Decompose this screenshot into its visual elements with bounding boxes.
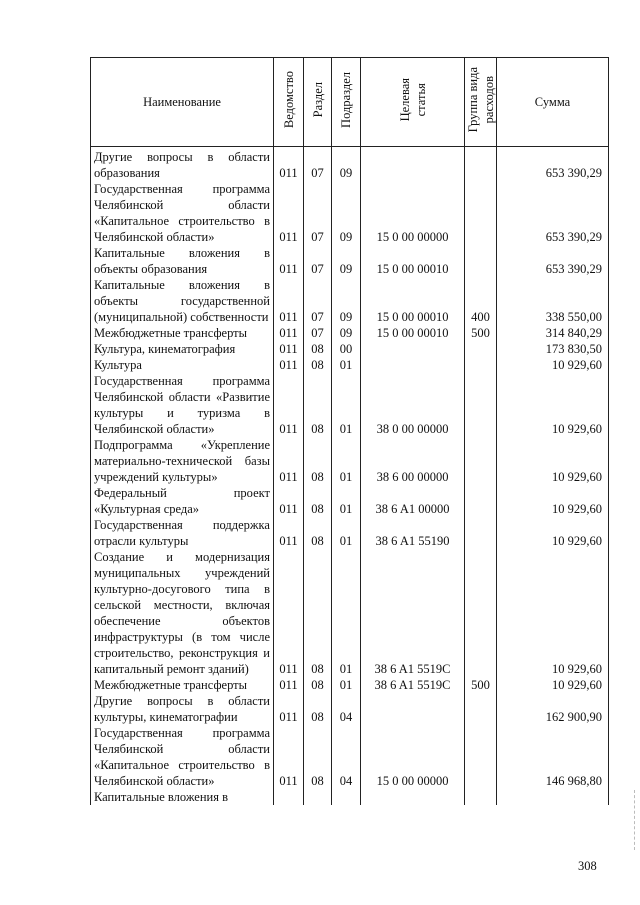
row-gruppa bbox=[465, 357, 497, 373]
row-razdel: 07 bbox=[304, 277, 332, 325]
row-gruppa bbox=[465, 789, 497, 805]
row-razdel: 08 bbox=[304, 373, 332, 437]
row-razdel: 08 bbox=[304, 549, 332, 677]
row-gruppa bbox=[465, 725, 497, 789]
row-podrazdel: 09 bbox=[332, 147, 361, 182]
table-row bbox=[91, 725, 609, 789]
row-vedomstvo bbox=[274, 789, 304, 805]
row-podrazdel bbox=[332, 789, 361, 805]
row-gruppa bbox=[465, 437, 497, 485]
row-name: Капитальные вложения в объекты государственной (муниципальной) собственности bbox=[91, 277, 274, 325]
row-vedomstvo: 011 bbox=[274, 357, 304, 373]
row-celevaya: 38 6 A1 00000 bbox=[361, 485, 465, 517]
row-name: Культура, кинематография bbox=[91, 341, 274, 357]
row-summa: 314 840,29 bbox=[497, 325, 609, 341]
row-gruppa bbox=[465, 693, 497, 725]
table-row bbox=[91, 181, 609, 245]
row-podrazdel: 01 bbox=[332, 485, 361, 517]
row-podrazdel: 01 bbox=[332, 437, 361, 485]
row-podrazdel: 09 bbox=[332, 277, 361, 325]
row-vedomstvo: 011 bbox=[274, 485, 304, 517]
margin-mark bbox=[634, 790, 636, 850]
row-name: Капитальные вложения в объекты образования bbox=[91, 245, 274, 277]
row-vedomstvo: 011 bbox=[274, 181, 304, 245]
row-celevaya: 38 6 A1 55190 bbox=[361, 517, 465, 549]
header-podrazdel bbox=[332, 58, 361, 147]
row-razdel: 08 bbox=[304, 485, 332, 517]
table-row bbox=[91, 357, 609, 373]
row-name: Государственная программа Челябинской области «Развитие культуры и туризма в Челябинской области» bbox=[91, 373, 274, 437]
row-vedomstvo: 011 bbox=[274, 245, 304, 277]
table-row bbox=[91, 693, 609, 725]
row-summa: 338 550,00 bbox=[497, 277, 609, 325]
header-razdel bbox=[304, 58, 332, 147]
row-celevaya bbox=[361, 693, 465, 725]
row-gruppa bbox=[465, 181, 497, 245]
row-summa: 10 929,60 bbox=[497, 677, 609, 693]
row-podrazdel: 01 bbox=[332, 373, 361, 437]
row-summa: 10 929,60 bbox=[497, 549, 609, 677]
table-body bbox=[91, 147, 609, 806]
row-summa: 162 900,90 bbox=[497, 693, 609, 725]
row-summa: 653 390,29 bbox=[497, 245, 609, 277]
row-name: Государственная программа Челябинской области «Капитальное строительство в Челябинской области» bbox=[91, 725, 274, 789]
row-razdel: 08 bbox=[304, 357, 332, 373]
row-vedomstvo: 011 bbox=[274, 549, 304, 677]
header-vedomstvo-label: Ведомство bbox=[281, 71, 296, 129]
header-celevaya bbox=[361, 58, 465, 147]
row-celevaya: 15 0 00 00010 bbox=[361, 277, 465, 325]
row-vedomstvo: 011 bbox=[274, 325, 304, 341]
row-vedomstvo: 011 bbox=[274, 437, 304, 485]
table-row bbox=[91, 517, 609, 549]
row-podrazdel: 04 bbox=[332, 693, 361, 725]
row-celevaya: 15 0 00 00000 bbox=[361, 725, 465, 789]
row-gruppa bbox=[465, 517, 497, 549]
table-header-row bbox=[91, 58, 609, 147]
row-name: Культура bbox=[91, 357, 274, 373]
row-celevaya: 38 0 00 00000 bbox=[361, 373, 465, 437]
row-podrazdel: 04 bbox=[332, 725, 361, 789]
table-row bbox=[91, 789, 609, 805]
table-row bbox=[91, 373, 609, 437]
row-razdel bbox=[304, 789, 332, 805]
header-summa: Сумма bbox=[497, 58, 609, 147]
row-vedomstvo: 011 bbox=[274, 373, 304, 437]
header-vedomstvo bbox=[274, 58, 304, 147]
row-name: Подпрограмма «Укрепление материально-технической базы учреждений культуры» bbox=[91, 437, 274, 485]
row-razdel: 08 bbox=[304, 693, 332, 725]
row-celevaya: 15 0 00 00010 bbox=[361, 245, 465, 277]
row-celevaya bbox=[361, 357, 465, 373]
row-summa: 10 929,60 bbox=[497, 485, 609, 517]
row-celevaya: 15 0 00 00010 bbox=[361, 325, 465, 341]
table-row bbox=[91, 437, 609, 485]
row-vedomstvo: 011 bbox=[274, 147, 304, 182]
row-razdel: 08 bbox=[304, 517, 332, 549]
page-number: 308 bbox=[578, 859, 597, 873]
row-summa: 10 929,60 bbox=[497, 357, 609, 373]
row-summa bbox=[497, 789, 609, 805]
row-celevaya: 38 6 A1 5519C bbox=[361, 549, 465, 677]
row-celevaya bbox=[361, 147, 465, 182]
row-razdel: 08 bbox=[304, 437, 332, 485]
table-row bbox=[91, 147, 609, 182]
row-razdel: 08 bbox=[304, 725, 332, 789]
header-name: Наименование bbox=[91, 58, 274, 147]
header-gruppa bbox=[465, 58, 497, 147]
row-name: Государственная программа Челябинской области «Капитальное строительство в Челябинской области» bbox=[91, 181, 274, 245]
row-gruppa bbox=[465, 549, 497, 677]
table-row bbox=[91, 485, 609, 517]
budget-table bbox=[90, 57, 609, 805]
row-vedomstvo: 011 bbox=[274, 693, 304, 725]
row-vedomstvo: 011 bbox=[274, 517, 304, 549]
table-row bbox=[91, 677, 609, 693]
row-name: Межбюджетные трансферты bbox=[91, 677, 274, 693]
row-podrazdel: 00 bbox=[332, 341, 361, 357]
row-celevaya bbox=[361, 789, 465, 805]
row-podrazdel: 01 bbox=[332, 549, 361, 677]
row-summa: 173 830,50 bbox=[497, 341, 609, 357]
table-row bbox=[91, 325, 609, 341]
header-razdel-label: Раздел bbox=[310, 82, 325, 118]
header-gruppa-label: Группа вида расходов bbox=[466, 67, 496, 133]
header-podrazdel-label: Подраздел bbox=[339, 72, 353, 128]
table-row bbox=[91, 341, 609, 357]
row-podrazdel: 01 bbox=[332, 357, 361, 373]
row-vedomstvo: 011 bbox=[274, 277, 304, 325]
row-gruppa bbox=[465, 147, 497, 182]
table-row bbox=[91, 549, 609, 677]
row-podrazdel: 09 bbox=[332, 245, 361, 277]
row-podrazdel: 09 bbox=[332, 325, 361, 341]
table-row bbox=[91, 277, 609, 325]
row-summa: 146 968,80 bbox=[497, 725, 609, 789]
row-razdel: 07 bbox=[304, 181, 332, 245]
row-celevaya: 38 6 00 00000 bbox=[361, 437, 465, 485]
row-summa: 10 929,60 bbox=[497, 517, 609, 549]
row-razdel: 07 bbox=[304, 147, 332, 182]
row-podrazdel: 01 bbox=[332, 517, 361, 549]
row-podrazdel: 09 bbox=[332, 181, 361, 245]
header-celevaya-label: Целевая статья bbox=[397, 78, 428, 122]
row-summa: 653 390,29 bbox=[497, 147, 609, 182]
row-celevaya bbox=[361, 341, 465, 357]
row-gruppa bbox=[465, 341, 497, 357]
row-razdel: 07 bbox=[304, 325, 332, 341]
row-vedomstvo: 011 bbox=[274, 725, 304, 789]
row-podrazdel: 01 bbox=[332, 677, 361, 693]
row-name: Другие вопросы в области культуры, кинематографии bbox=[91, 693, 274, 725]
row-vedomstvo: 011 bbox=[274, 677, 304, 693]
row-gruppa bbox=[465, 373, 497, 437]
table-row bbox=[91, 245, 609, 277]
row-gruppa: 500 bbox=[465, 677, 497, 693]
row-name: Капитальные вложения в bbox=[91, 789, 274, 805]
row-gruppa: 500 bbox=[465, 325, 497, 341]
row-name: Другие вопросы в области образования bbox=[91, 147, 274, 182]
row-razdel: 08 bbox=[304, 677, 332, 693]
row-gruppa bbox=[465, 485, 497, 517]
row-gruppa: 400 bbox=[465, 277, 497, 325]
row-name: Создание и модернизация муниципальных учреждений культурно-досугового типа в сельской местности, включая обеспечение объектов инфраструктуры (в том числе строительство, реконструкция и капитальный ремонт зданий) bbox=[91, 549, 274, 677]
row-name: Федеральный проект «Культурная среда» bbox=[91, 485, 274, 517]
row-name: Государственная поддержка отрасли культуры bbox=[91, 517, 274, 549]
row-summa: 653 390,29 bbox=[497, 181, 609, 245]
row-summa: 10 929,60 bbox=[497, 437, 609, 485]
row-summa: 10 929,60 bbox=[497, 373, 609, 437]
row-razdel: 07 bbox=[304, 245, 332, 277]
row-celevaya: 15 0 00 00000 bbox=[361, 181, 465, 245]
row-razdel: 08 bbox=[304, 341, 332, 357]
row-name: Межбюджетные трансферты bbox=[91, 325, 274, 341]
row-gruppa bbox=[465, 245, 497, 277]
row-vedomstvo: 011 bbox=[274, 341, 304, 357]
row-celevaya: 38 6 A1 5519C bbox=[361, 677, 465, 693]
